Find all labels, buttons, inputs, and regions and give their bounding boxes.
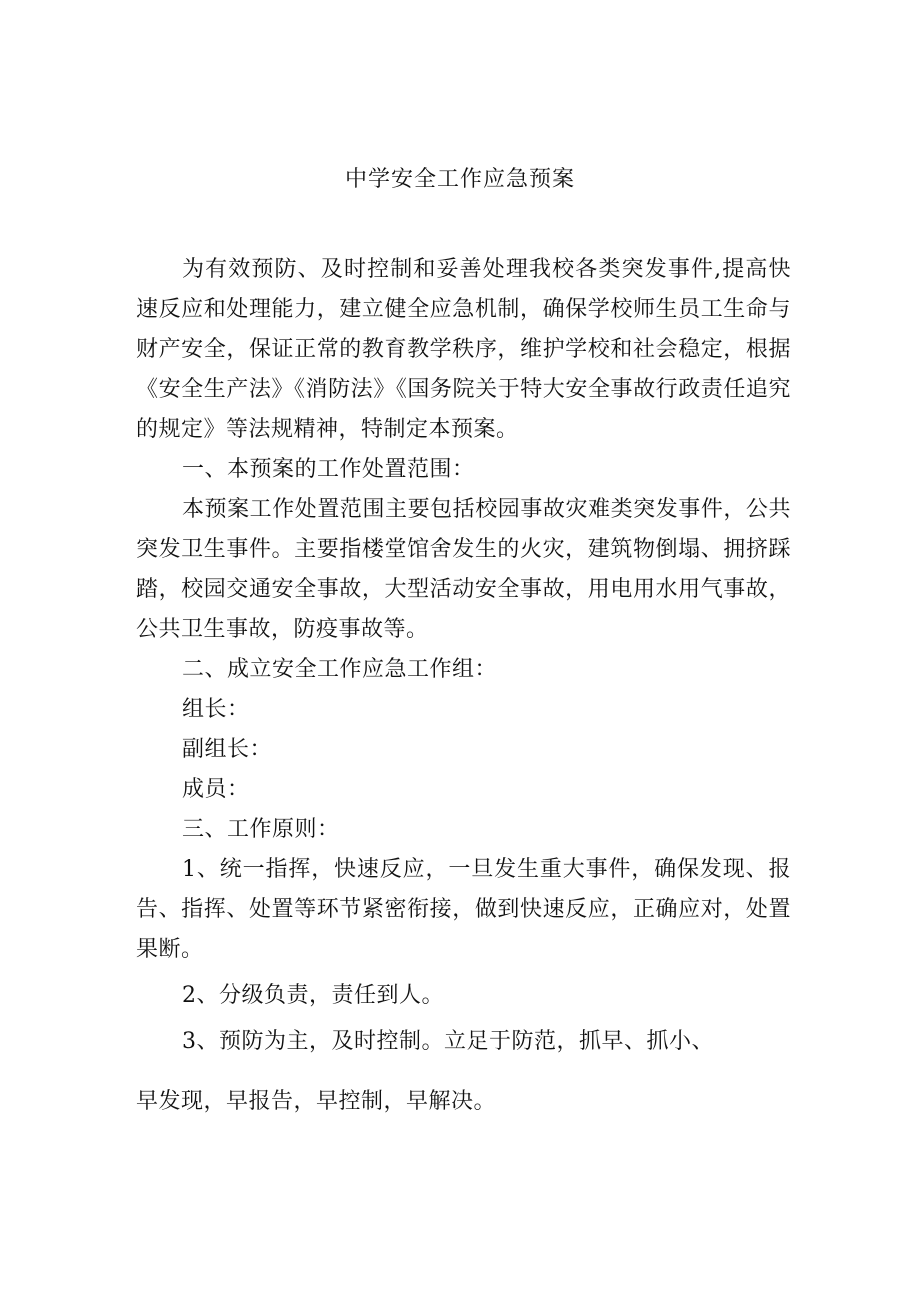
document-title: 中学安全工作应急预案: [344, 167, 575, 192]
section-heading-principles: 三、工作原则：: [182, 817, 340, 842]
team-deputy-line: 副组长：: [182, 737, 273, 762]
team-leader-line: 组长：: [182, 697, 250, 722]
section-heading-scope: 一、本预案的工作处置范围：: [182, 457, 475, 482]
principle-item-1: 1、统一指挥，快速反应，一旦发生重大事件，确保发现、报告、指挥、处置等环节紧密衔接，做到快速反应，正确应对，处置果断。: [136, 857, 791, 962]
section-heading-team: 二、成立安全工作应急工作组：: [182, 657, 498, 682]
principle-item-2: 2、分级负责，责任到人。: [182, 983, 444, 1008]
team-members-line: 成员：: [182, 777, 250, 802]
document-body: [136, 250, 791, 1122]
scope-paragraph: 本预案工作处置范围主要包括校园事故灾难类突发事件，公共突发卫生事件。主要指楼堂馆舍发生的火灾，建筑物倒塌、拥挤踩踏，校园交通安全事故，大型活动安全事故，用电用水用气事故，公共卫生事故，防疫事故等。: [136, 497, 791, 642]
principle-item-3-continued: 早发现，早报告，早控制，早解决。: [136, 1089, 497, 1114]
intro-paragraph: 为有效预防、及时控制和妥善处理我校各类突发事件,提高快速反应和处理能力，建立健全应急机制，确保学校师生员工生命与财产安全，保证正常的教育教学秩序，维护学校和社会稳定，根据《安全生产法》《消防法》《国务院关于特大安全事故行政责任追究的规定》等法规精神，特制定本预案。: [136, 257, 791, 442]
principle-item-3: 3、预防为主，及时控制。立足于防范，抓早、抓小、: [182, 1029, 714, 1054]
